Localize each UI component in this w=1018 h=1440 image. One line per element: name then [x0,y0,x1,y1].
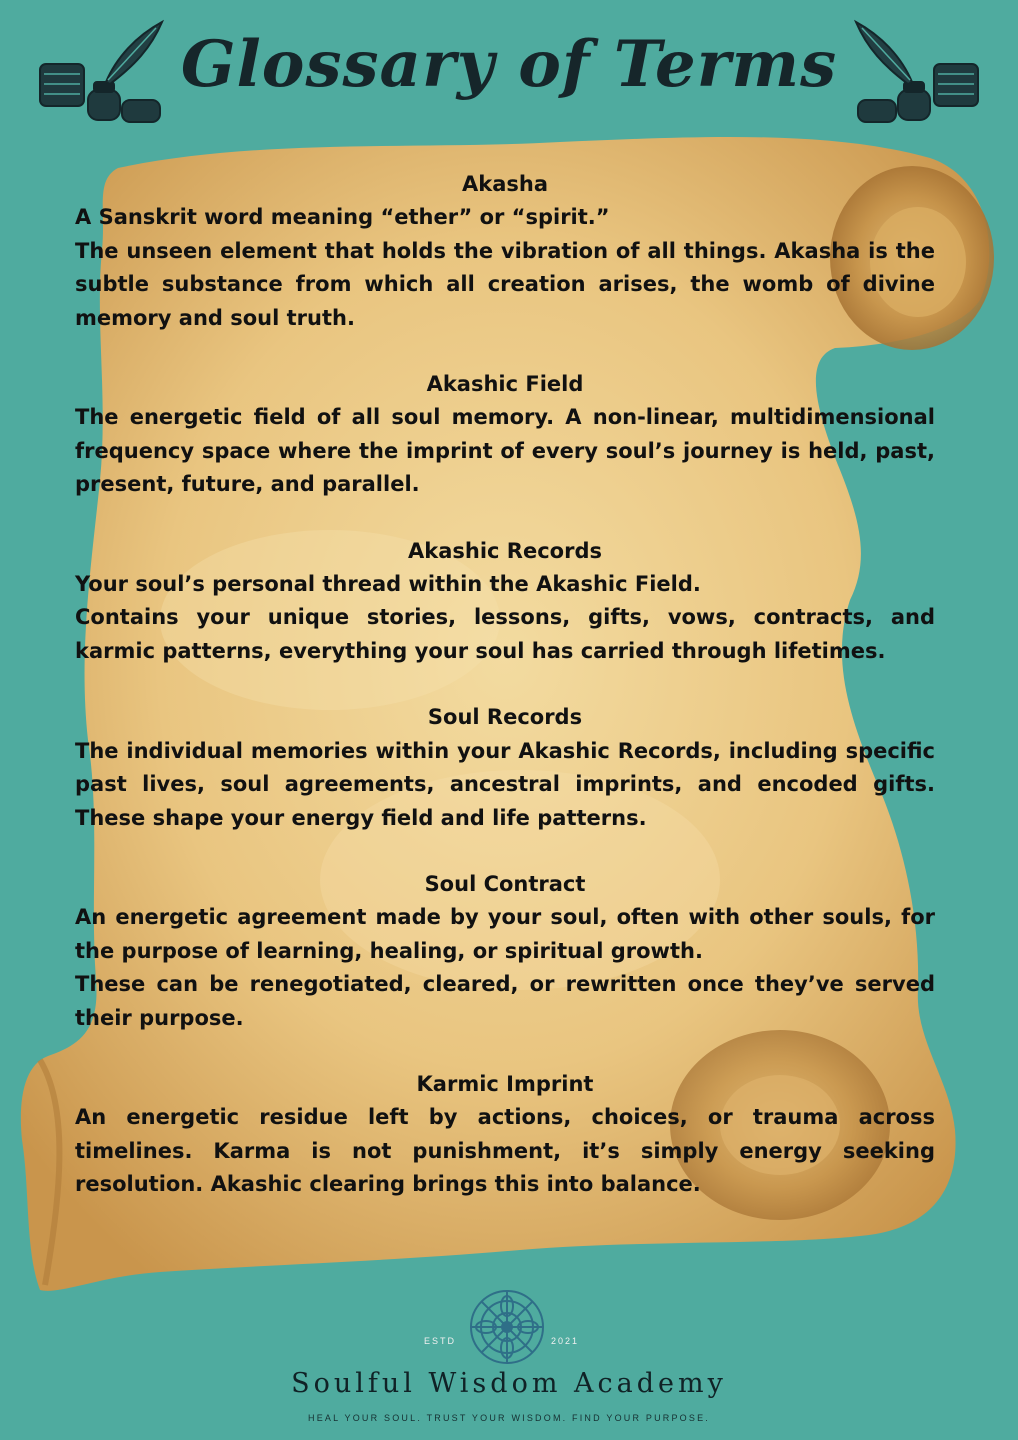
term-definition: Contains your unique stories, lessons, gifts, vows, contracts, and karmic patterns, everything your soul has carried through lifetimes. [75,605,935,663]
glossary-entry-akashic-field [75,368,935,502]
mandala-logo-icon [466,1286,548,1368]
term-definition: An energetic residue left by actions, choices, or trauma across timelines. Karma is not punishment, it’s simply energy seeking resolution. Akashic clearing brings this into balance. [75,1105,935,1197]
term-heading: Akasha [461,172,548,196]
term-heading: Akashic Records [408,538,602,563]
academy-name: Soulful Wisdom Academy [291,1368,727,1399]
term-heading: Akashic Field [426,372,584,397]
term-definition: Your soul’s personal thread within the Akashic Field. [75,572,701,597]
term-definition: A Sanskrit word meaning “ether” or “spirit.” [75,205,610,230]
term-heading: Karmic Imprint [416,1071,594,1096]
term-definition: The unseen element that holds the vibration of all things. Akasha is the subtle substance from which all creation arises, the womb of divine memory and soul truth. [75,238,935,330]
term-heading: Soul Records [427,705,583,730]
term-heading: Soul Contract [424,871,586,896]
glossary-entry-soul-records [75,701,935,835]
glossary-entry-akasha [75,168,935,335]
academy-tagline: HEAL YOUR SOUL. TRUST YOUR WISDOM. FIND YOUR PURPOSE. [308,1413,710,1423]
term-definition: The energetic field of all soul memory. A non-linear, multidimensional frequency space where the imprint of every soul’s journey is held, past, present, future, and parallel. [75,405,935,497]
academy-footer [0,1282,1018,1440]
estd-year: 2021 [551,1336,580,1346]
glossary-entry-soul-contract [75,868,935,1035]
term-definition: An energetic agreement made by your soul, often with other souls, for the purpose of learning, healing, or spiritual growth. [75,905,935,963]
page-title: Glossary of Terms [180,27,838,102]
estd-label: ESTD [424,1336,457,1346]
glossary-entry-akashic-records [75,535,935,669]
glossary-entry-karmic-imprint [75,1068,935,1202]
term-definition: These can be renegotiated, cleared, or rewritten once they’ve served their purpose. [75,972,935,1030]
term-definition: The individual memories within your Akashic Records, including specific past lives, soul agreements, ancestral imprints, and encoded gifts. These shape your energy field and life patterns. [75,738,935,830]
glossary-list [75,168,935,1235]
